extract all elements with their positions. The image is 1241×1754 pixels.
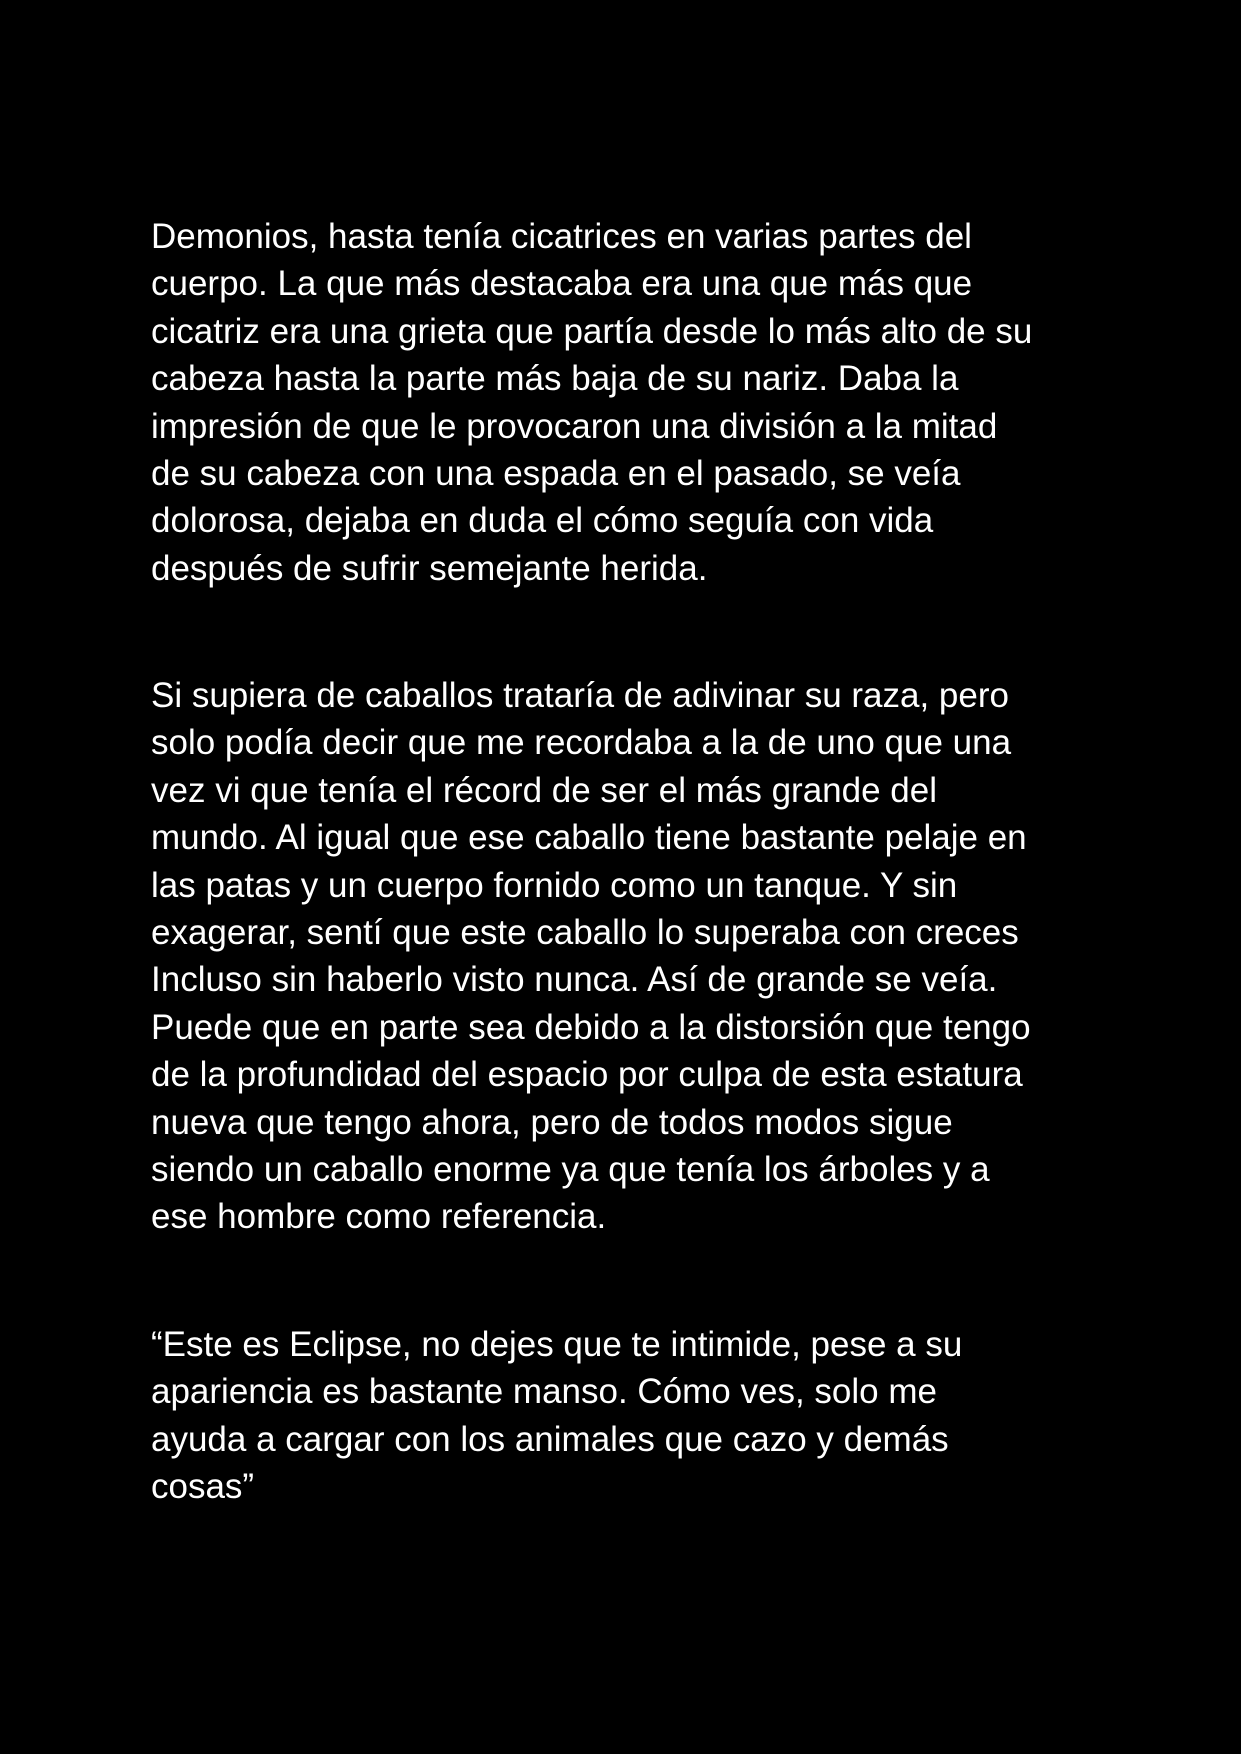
paragraph-line: Demonios, hasta tenía cicatrices en varias partes del <box>151 217 972 256</box>
paragraph-line: nueva que tengo ahora, pero de todos modos sigue <box>151 1102 953 1142</box>
paragraph-line: de su cabeza con una espada en el pasado, se veía <box>151 454 961 494</box>
paragraph-line: ayuda a cargar con los animales que cazo y demás <box>151 1419 949 1459</box>
paragraph-line: cosas” <box>151 1467 255 1507</box>
paragraph-3 <box>151 1321 1111 1511</box>
paragraph-line: después de sufrir semejante herida. <box>151 548 708 588</box>
paragraph-line: Incluso sin haberlo visto nunca. Así de grande se veía. <box>151 960 998 1000</box>
paragraph-1 <box>151 213 1111 592</box>
paragraph-line: impresión de que le provocaron una división a la mitad <box>151 406 998 446</box>
paragraph-line: Si supiera de caballos trataría de adivinar su raza, pero <box>151 676 1009 715</box>
paragraph-line: dolorosa, dejaba en duda el cómo seguía con vida <box>151 501 934 541</box>
paragraph-line: apariencia es bastante manso. Cómo ves, solo me <box>151 1372 937 1412</box>
paragraph-line: vez vi que tenía el récord de ser el más grande del <box>151 770 937 810</box>
paragraph-line: cuerpo. La que más destacaba era una que más que <box>151 264 973 304</box>
paragraph-line: “Este es Eclipse, no dejes que te intimide, pese a su <box>151 1325 963 1364</box>
paragraph-line: cabeza hasta la parte más baja de su nariz. Daba la <box>151 359 959 399</box>
paragraph-line: solo podía decir que me recordaba a la de uno que una <box>151 723 1012 763</box>
paragraph-line: Puede que en parte sea debido a la distorsión que tengo <box>151 1007 1031 1047</box>
paragraph-2 <box>151 672 1111 1241</box>
paragraph-line: exagerar, sentí que este caballo lo superaba con creces <box>151 913 1019 953</box>
paragraph-line: de la profundidad del espacio por culpa de esta estatura <box>151 1055 1023 1095</box>
paragraph-line: ese hombre como referencia. <box>151 1197 607 1237</box>
paragraph-line: las patas y un cuerpo fornido como un tanque. Y sin <box>151 865 958 905</box>
paragraph-line: cicatriz era una grieta que partía desde lo más alto de su <box>151 311 1033 351</box>
paragraph-line: mundo. Al igual que ese caballo tiene bastante pelaje en <box>151 818 1027 858</box>
paragraph-line: siendo un caballo enorme ya que tenía los árboles y a <box>151 1150 990 1190</box>
